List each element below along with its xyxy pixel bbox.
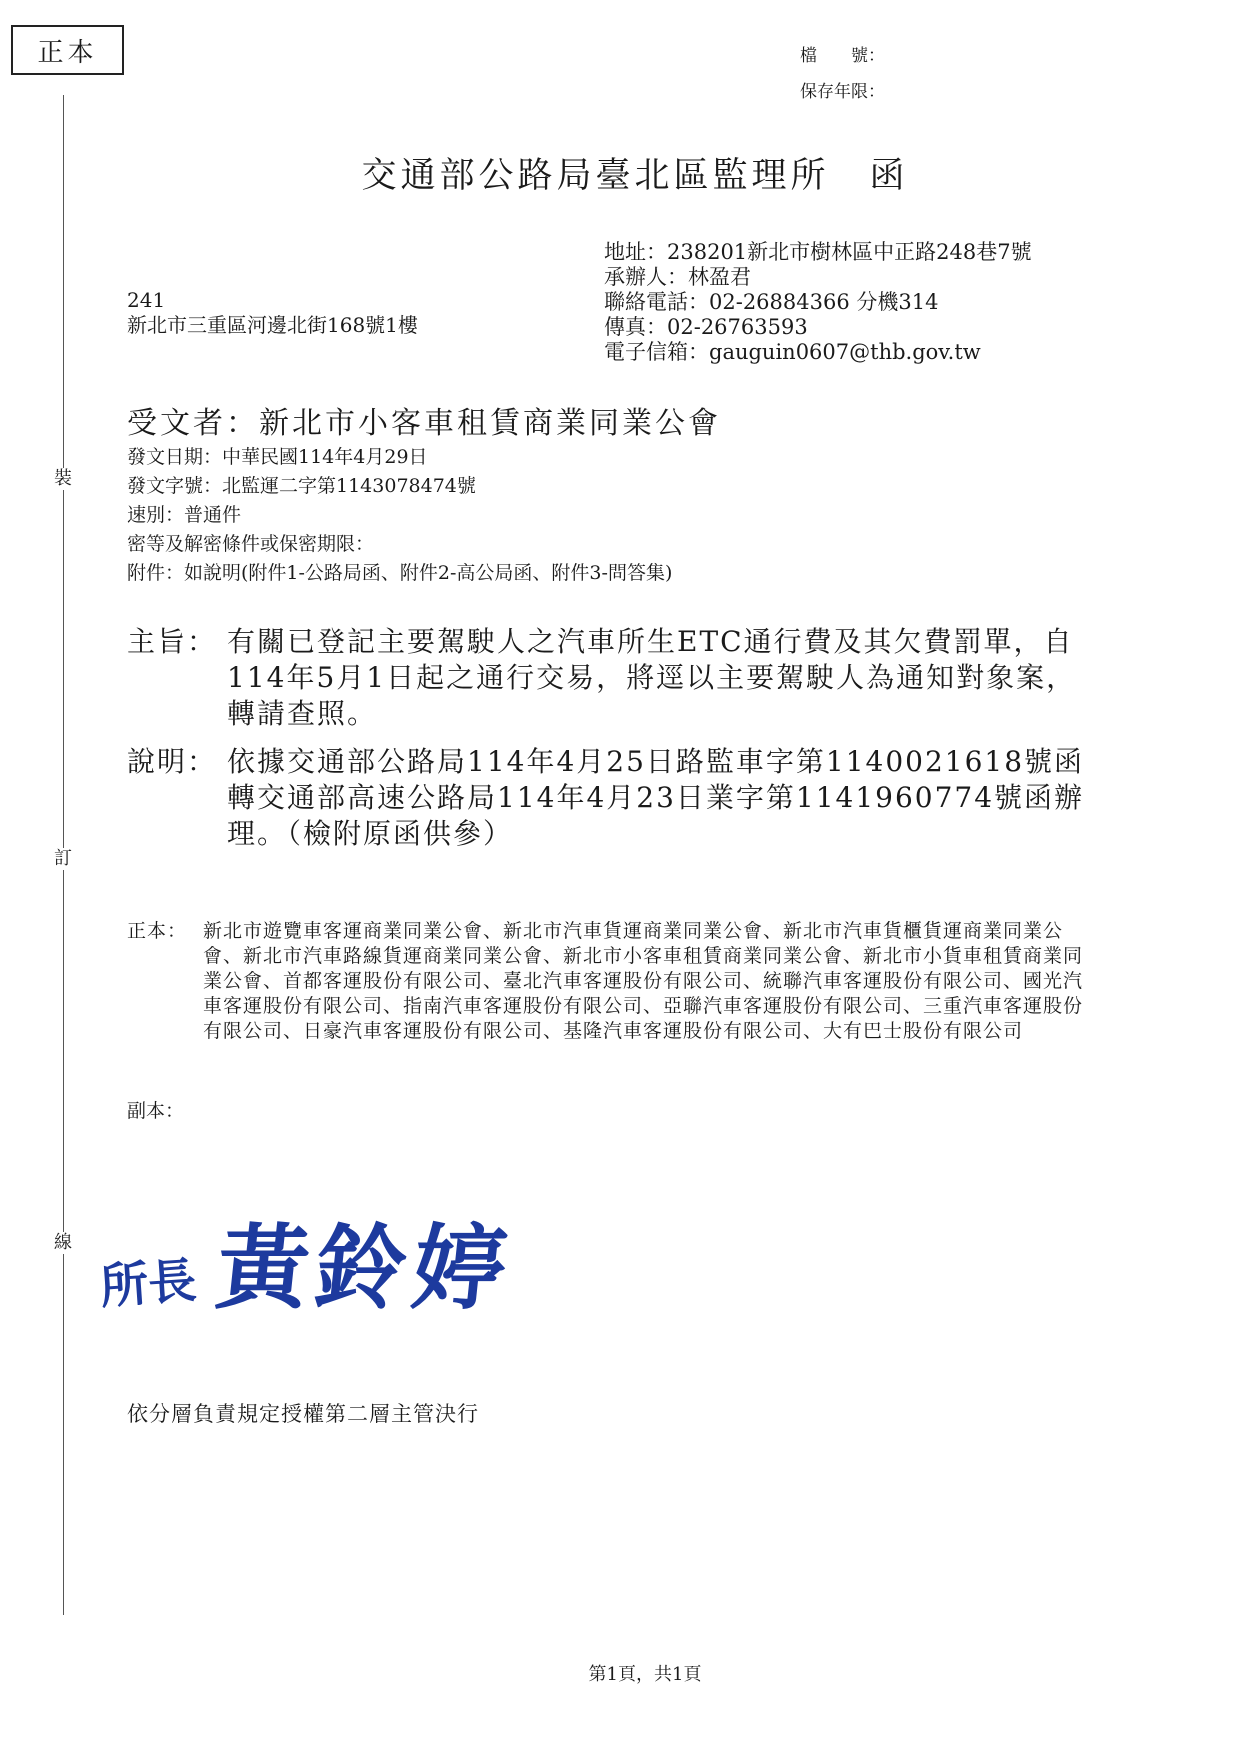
subject-label: 主旨： [127, 625, 218, 658]
document-number: 發文字號：北監運二字第1143078474號 [127, 475, 476, 497]
original-recipients [127, 919, 1087, 1044]
original-recipients-label: 正本： [127, 920, 188, 942]
copy-type-box: 正本 [11, 25, 124, 75]
original-recipients-list: 新北市遊覽車客運商業同業公會、新北市汽車貨運商業同業公會、新北市汽車貨櫃貨運商業同業公會、新北市汽車路線貨運商業同業公會、新北市小客車租賃商業同業公會、新北市小貨車租賃商業同業公會、首都客運股份有限公司、臺北汽車客運股份有限公司、統聯汽車客運股份有限公司、國光汽車客運股份有限公司、指南汽車客運股份有限公司、亞聯汽車客運股份有限公司、三重汽車客運股份有限公司、日豪汽車客運股份有限公司、基隆汽車客運股份有限公司、大有巴士股份有限公司 [203, 920, 1084, 1042]
document-type: 函 [869, 156, 909, 196]
signature-title: 所長 [98, 1252, 199, 1316]
recipient-postal-code: 241 [127, 288, 166, 312]
explanation-section [127, 744, 1087, 852]
sender-phone: 聯絡電話：02-26884366 分機314 [604, 290, 939, 314]
subject-section [127, 624, 1087, 732]
delegation-note: 依分層負責規定授權第二層主管決行 [127, 1402, 479, 1426]
retention-period-label: 保存年限： [800, 82, 885, 102]
addressee: 受文者：新北市小客車租賃商業同業公會 [127, 406, 721, 441]
sender-info [604, 240, 1032, 365]
file-meta [800, 38, 885, 110]
classification: 密等及解密條件或保密期限： [127, 533, 375, 555]
binding-mark-ding: 訂 [54, 848, 72, 869]
signature-name: 黃鈴婷 [211, 1215, 517, 1322]
sender-email: 電子信箱：gauguin0607@thb.gov.tw [604, 340, 981, 364]
binding-mark-xian: 線 [54, 1232, 72, 1253]
explanation-text: 依據交通部公路局114年4月25日路監車字第1140021618號函轉交通部高速公路局114年4月23日業字第1141960774號函辦理。（檢附原函供參） [227, 745, 1085, 850]
agency-name: 交通部公路局臺北區監理所 [361, 156, 830, 196]
recipient-street-address: 新北市三重區河邊北街168號1樓 [127, 313, 418, 337]
binding-mark-zhuang: 裝 [54, 468, 72, 489]
sender-contact: 承辦人：林盈君 [604, 265, 751, 289]
document-meta [127, 443, 672, 588]
file-number-label: 檔 號： [800, 46, 885, 66]
attachments: 附件：如說明(附件1-公路局函、附件2-高公局函、附件3-問答集) [127, 562, 673, 584]
director-signature-stamp [98, 1195, 517, 1327]
copy-recipients-label: 副本： [127, 1100, 185, 1122]
sender-fax: 傳真：02-26763593 [604, 315, 808, 339]
subject-text: 有關已登記主要駕駛人之汽車所生ETC通行費及其欠費罰單，自114年5月1日起之通行交易，將逕以主要駕駛人為通知對象案，轉請查照。 [227, 625, 1077, 730]
page-number: 第1頁，共1頁 [588, 1664, 702, 1685]
sender-address: 地址：238201新北市樹林區中正路248巷7號 [604, 240, 1032, 264]
explanation-label: 說明： [127, 745, 218, 778]
issue-date: 發文日期：中華民國114年4月29日 [127, 446, 428, 468]
delivery-speed: 速別：普通件 [127, 504, 242, 526]
document-title [0, 148, 1240, 198]
recipient-address [127, 288, 418, 338]
